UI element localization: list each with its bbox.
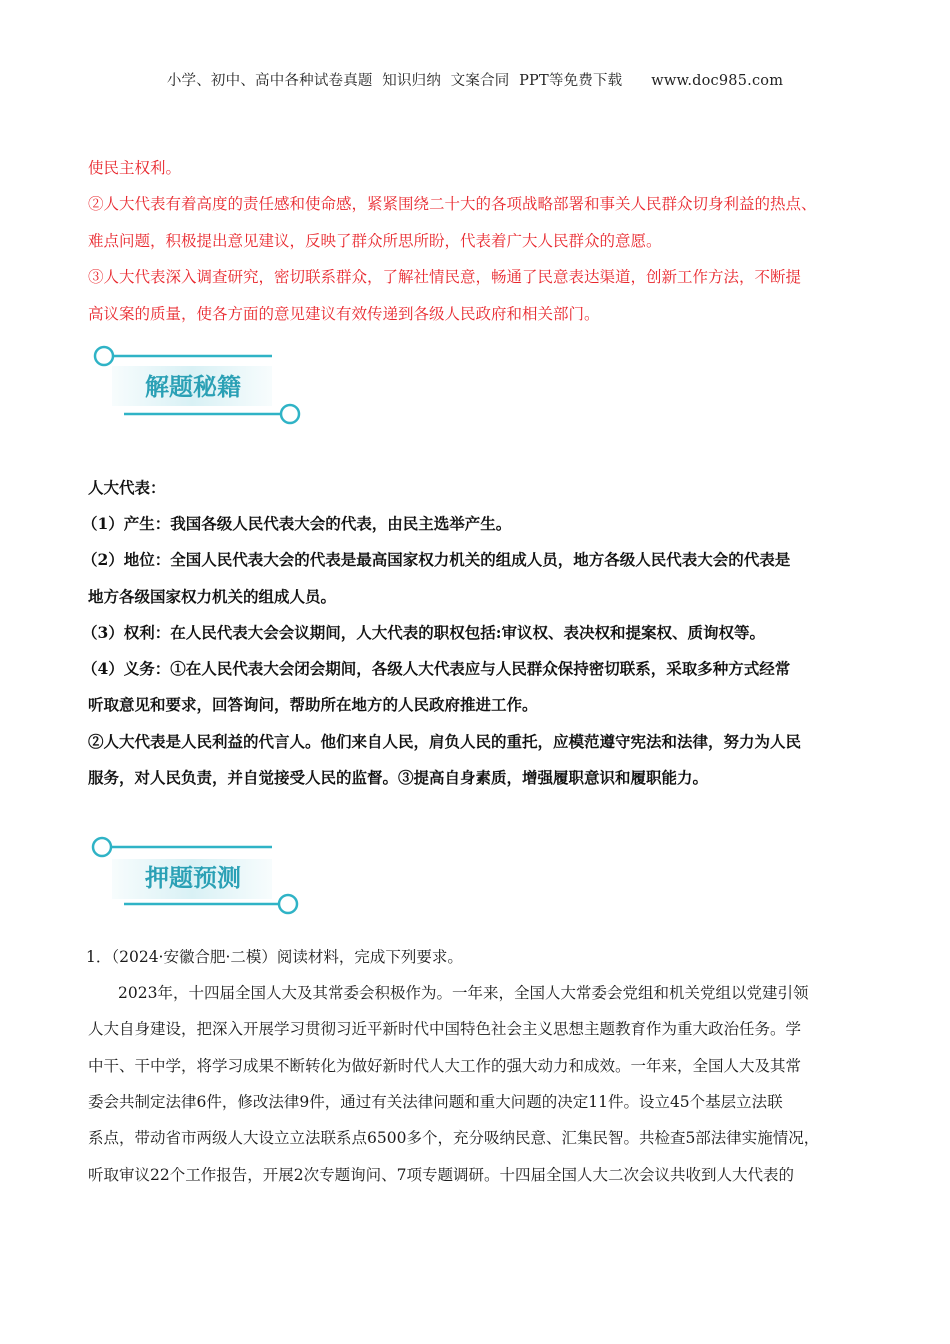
tips-line: 地方各级国家权力机关的组成人员。 [88,587,337,606]
tips-line: （3）权利：在人民代表大会会议期间，人大代表的职权包括:审议权、表决权和提案权、质询权等。 [82,623,766,642]
material-line: 中干、干中学，将学习成果不断转化为做好新时代人大工作的强大动力和成效。一年来，全国人大及其常 [88,1057,802,1075]
tips-line: 人大代表： [88,478,166,497]
answer-line: 高议案的质量，使各方面的意见建议有效传递到各级人民政府和相关部门。 [88,305,600,323]
material-line: 人大自身建设，把深入开展学习贯彻习近平新时代中国特色社会主义思想主题教育作为重大政治任务。学 [88,1020,802,1038]
section-banner-predict [88,833,308,925]
banner-decoration-icon [88,340,308,432]
answer-line: 使民主权利。 [88,159,182,177]
tips-line: （4）义务：①在人民代表大会闭会期间，各级人大代表应与人民群众保持密切联系，采取多种方式经常 [82,659,791,678]
banner-title: 解题秘籍 [145,373,241,401]
tips-line: （1）产生：我国各级人民代表大会的代表，由民主选举产生。 [82,514,512,533]
tips-line: ②人大代表是人民利益的代言人。他们来自人民，肩负人民的重托，应模范遵守宪法和法律，努力为人民 [88,732,802,751]
question-stem: 1．（2024·安徽合肥·二模）阅读材料，完成下列要求。 [86,948,463,966]
banner-decoration-icon [88,833,308,925]
answer-line: 难点问题，积极提出意见建议，反映了群众所思所盼，代表着广大人民群众的意愿。 [88,232,662,250]
answer-line: ②人大代表有着高度的责任感和使命感，紧紧围绕二十大的各项战略部署和事关人民群众切身利益的热点、 [88,195,817,213]
section-banner-tips [88,340,308,432]
material-line: 2023年，十四届全国人大及其常委会积极作为。一年来，全国人大常委会党组和机关党组以党建引领 [118,984,809,1002]
banner-title: 押题预测 [145,864,241,892]
tips-line: 服务，对人民负责，并自觉接受人民的监督。③提高自身素质，增强履职意识和履职能力。 [88,768,709,787]
material-line: 听取审议22个工作报告，开展2次专题询问、7项专题调研。十四届全国人大二次会议共收到人大代表的 [88,1166,794,1184]
material-line: 系点，带动省市两级人大设立立法联系点6500多个，充分吸纳民意、汇集民智。共检查5部法律实施情况， [88,1129,820,1147]
answer-line: ③人大代表深入调查研究，密切联系群众，了解社情民意，畅通了民意表达渠道，创新工作方法，不断提 [88,268,802,286]
page-header: 小学、初中、高中各种试卷真题 知识归纳 文案合同 PPT等免费下载 www.doc985.com [166,73,784,89]
material-line: 委会共制定法律6件，修改法律9件，通过有关法律问题和重大问题的决定11件。设立45个基层立法联 [88,1093,783,1111]
tips-line: （2）地位：全国人民代表大会的代表是最高国家权力机关的组成人员，地方各级人民代表大会的代表是 [82,550,791,569]
tips-line: 听取意见和要求，回答询问，帮助所在地方的人民政府推进工作。 [88,695,538,714]
